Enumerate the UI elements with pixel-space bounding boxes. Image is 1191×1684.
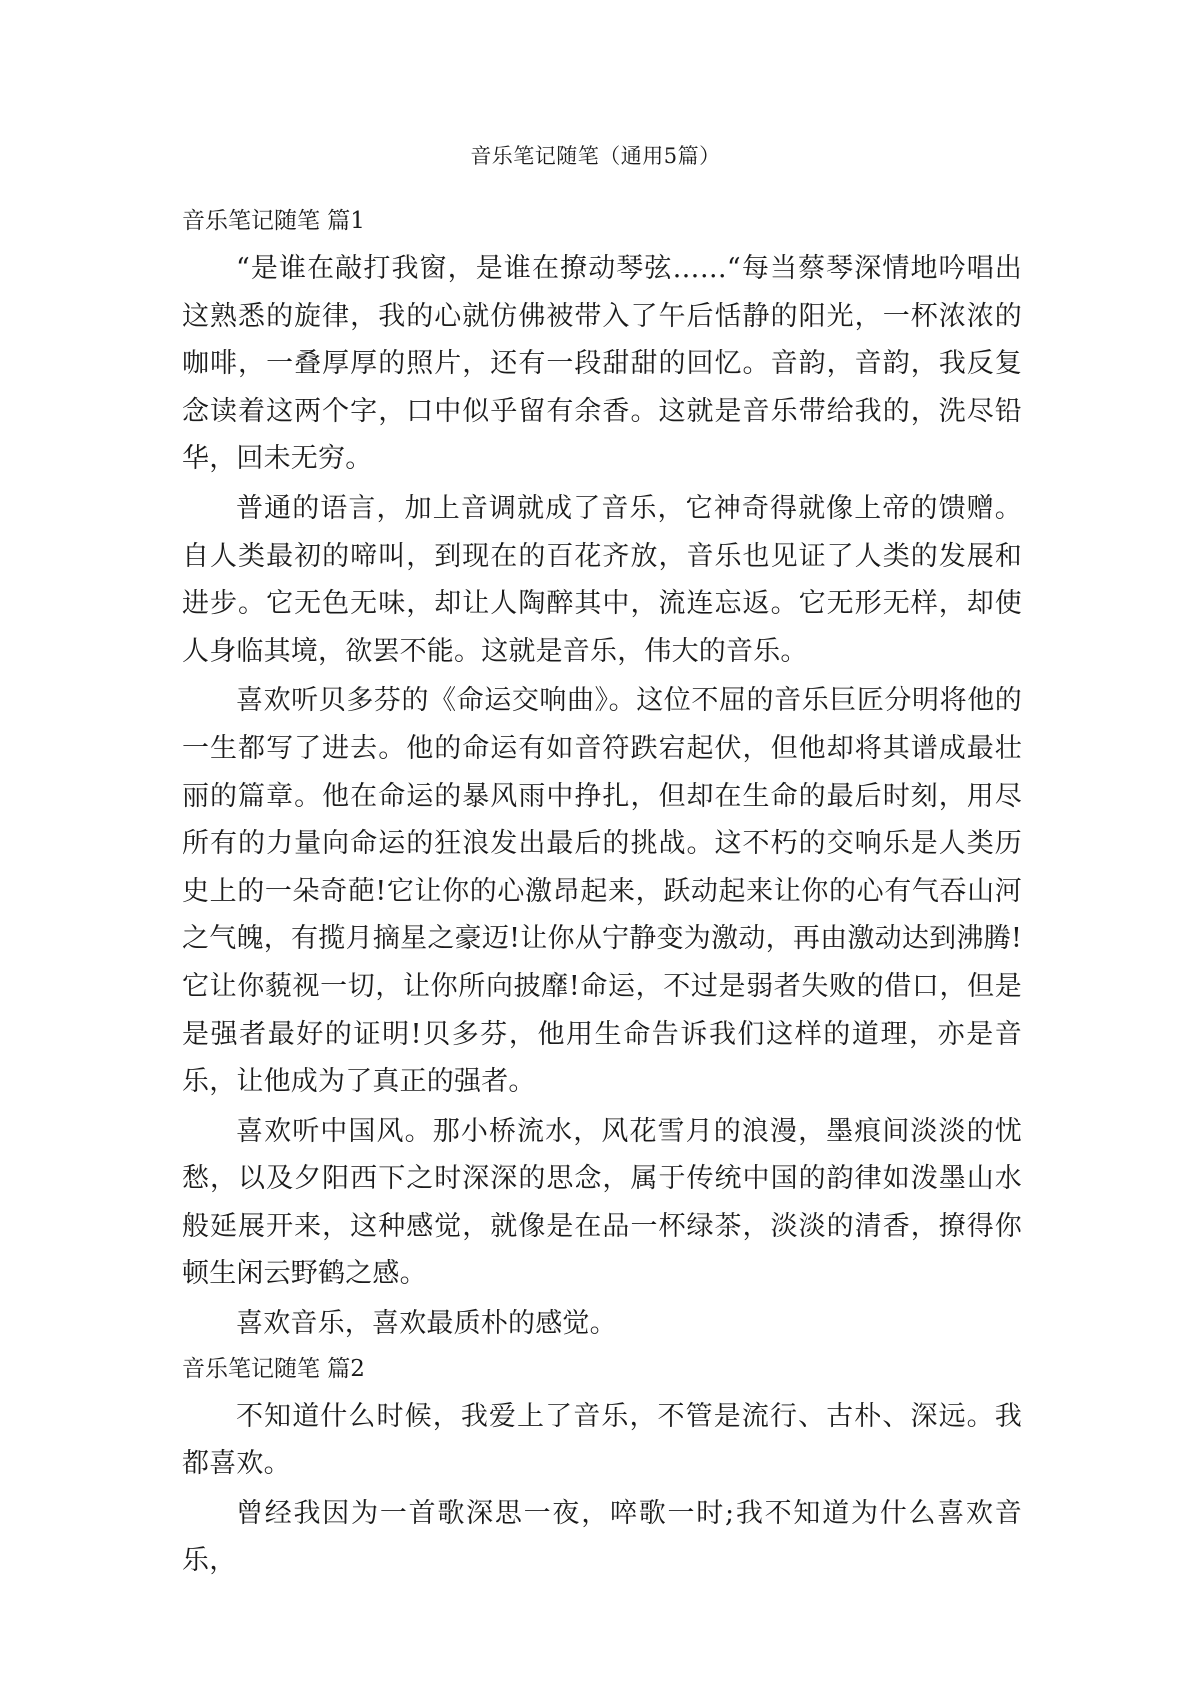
document-title: 音乐笔记随笔（通用5篇） [470, 144, 721, 168]
paragraph: 不知道什么时候，我爱上了音乐，不管是流行、古朴、深远。我都喜欢。 [182, 1400, 1022, 1480]
paragraph: 曾经我因为一首歌深思一夜，啐歌一时;我不知道为什么喜欢音乐， [182, 1497, 1022, 1577]
paragraph: 普通的语言，加上音调就成了音乐，它神奇得就像上帝的馈赠。自人类最初的啼叫，到现在的百花齐放，音乐也见证了人类的发展和进步。它无色无味，却让人陶醉其中，流连忘返。它无形无样，却使人身临其境，欲罢不能。这就是音乐，伟大的音乐。 [182, 492, 1022, 667]
document-body [182, 200, 1022, 1585]
paragraph: 喜欢听中国风。那小桥流水，风花雪月的浪漫，墨痕间淡淡的忧愁，以及夕阳西下之时深深的思念，属于传统中国的韵律如泼墨山水般延展开来，这种感觉，就像是在品一杯绿茶，淡淡的清香，撩得你顿生闲云野鹤之感。 [182, 1115, 1022, 1290]
paragraph: “是谁在敲打我窗，是谁在撩动琴弦……“每当蔡琴深情地吟唱出这熟悉的旋律，我的心就仿佛被带入了午后恬静的阳光，一杯浓浓的咖啡，一叠厚厚的照片，还有一段甜甜的回忆。音韵，音韵，我反复念读着这两个字，口中似乎留有余香。这就是音乐带给我的，洗尽铅华，回未无穷。 [182, 253, 1022, 475]
paragraph: 喜欢音乐，喜欢最质朴的感觉。 [236, 1308, 617, 1340]
section-heading-2: 音乐笔记随笔 篇2 [182, 1355, 365, 1382]
section-heading-1: 音乐笔记随笔 篇1 [182, 208, 365, 234]
paragraph: 喜欢听贝多芬的《命运交响曲》。这位不屈的音乐巨匠分明将他的一生都写了进去。他的命运有如音符跌宕起伏，但他却将其谱成最壮丽的篇章。他在命运的暴风雨中挣扎，但却在生命的最后时刻，用尽所有的力量向命运的狂浪发出最后的挑战。这不朽的交响乐是人类历史上的一朵奇葩!它让你的心激昂起来，跃动起来让你的心有气吞山河之气魄，有揽月摘星之豪迈!让你从宁静变为激动，再由激动达到沸腾!它让你藐视一切，让你所向披靡!命运，不过是弱者失败的借口，但是是强者最好的证明!贝多芬，他用生命告诉我们这样的道理，亦是音乐，让他成为了真正的强者。 [182, 685, 1022, 1098]
